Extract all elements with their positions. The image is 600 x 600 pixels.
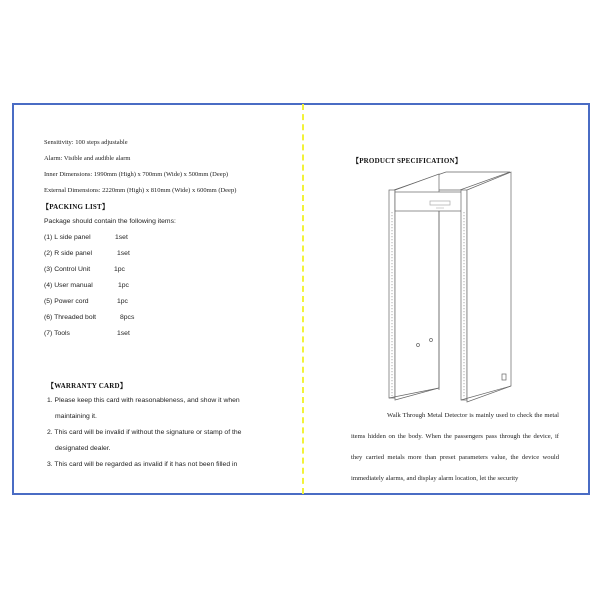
- product-description: Walk Through Metal Detector is mainly used to check the metal items hidden on the body. When the passengers pass through the device, if they carried metals more than preset parameters value, the device would immediately alarms, and display alarm location, let the security: [351, 412, 559, 482]
- packing-item-qty: 1set: [117, 330, 130, 337]
- warranty-line: 2. This card will be invalid if without the signature or stamp of the: [47, 429, 242, 436]
- spec-alarm: Alarm: Visible and audible alarm: [44, 155, 131, 162]
- packing-item-qty: 1pc: [117, 298, 128, 305]
- warranty-line: 3. This card will be regarded as invalid if it has not been filled in: [47, 461, 238, 468]
- packing-item-qty: 1set: [115, 234, 128, 241]
- packing-list-heading: 【PACKING LIST】: [42, 203, 110, 211]
- document-spread: [12, 103, 590, 495]
- right-page: [305, 105, 588, 493]
- warranty-line: 1. Please keep this card with reasonableness, and show it when: [47, 397, 240, 404]
- packing-item-name: (2) R side panel: [44, 250, 92, 257]
- warranty-line: designated dealer.: [55, 445, 111, 452]
- warranty-heading: 【WARRANTY CARD】: [47, 382, 127, 390]
- product-specification-heading: 【PRODUCT SPECIFICATION】: [352, 157, 462, 165]
- spec-sensitivity: Sensitivity: 100 steps adjustable: [44, 139, 128, 146]
- left-page: [14, 105, 304, 493]
- packing-item-qty: 1pc: [114, 266, 125, 273]
- warranty-line: maintaining it.: [55, 413, 97, 420]
- packing-item-qty: 1set: [117, 250, 130, 257]
- packing-item-qty: 1pc: [118, 282, 129, 289]
- packing-list-intro: Package should contain the following items:: [44, 218, 176, 225]
- metal-detector-drawing: [384, 168, 544, 408]
- packing-item-name: (3) Control Unit: [44, 266, 91, 273]
- spec-external-dimensions: External Dimensions: 2220mm (High) x 810mm (Wide) x 600mm (Deep): [44, 187, 237, 194]
- packing-item-name: (6) Threaded bolt: [44, 314, 97, 321]
- packing-item-qty: 8pcs: [120, 314, 135, 321]
- packing-item-name: (1) L side panel: [44, 234, 91, 241]
- packing-item-name: (4) User manual: [44, 282, 93, 289]
- spec-inner-dimensions: Inner Dimensions: 1990mm (High) x 700mm (Wide) x 500mm (Deep): [44, 171, 229, 178]
- packing-item-name: (7) Tools: [44, 330, 70, 337]
- page-fold-divider: [302, 104, 304, 494]
- packing-item-name: (5) Power cord: [44, 298, 89, 305]
